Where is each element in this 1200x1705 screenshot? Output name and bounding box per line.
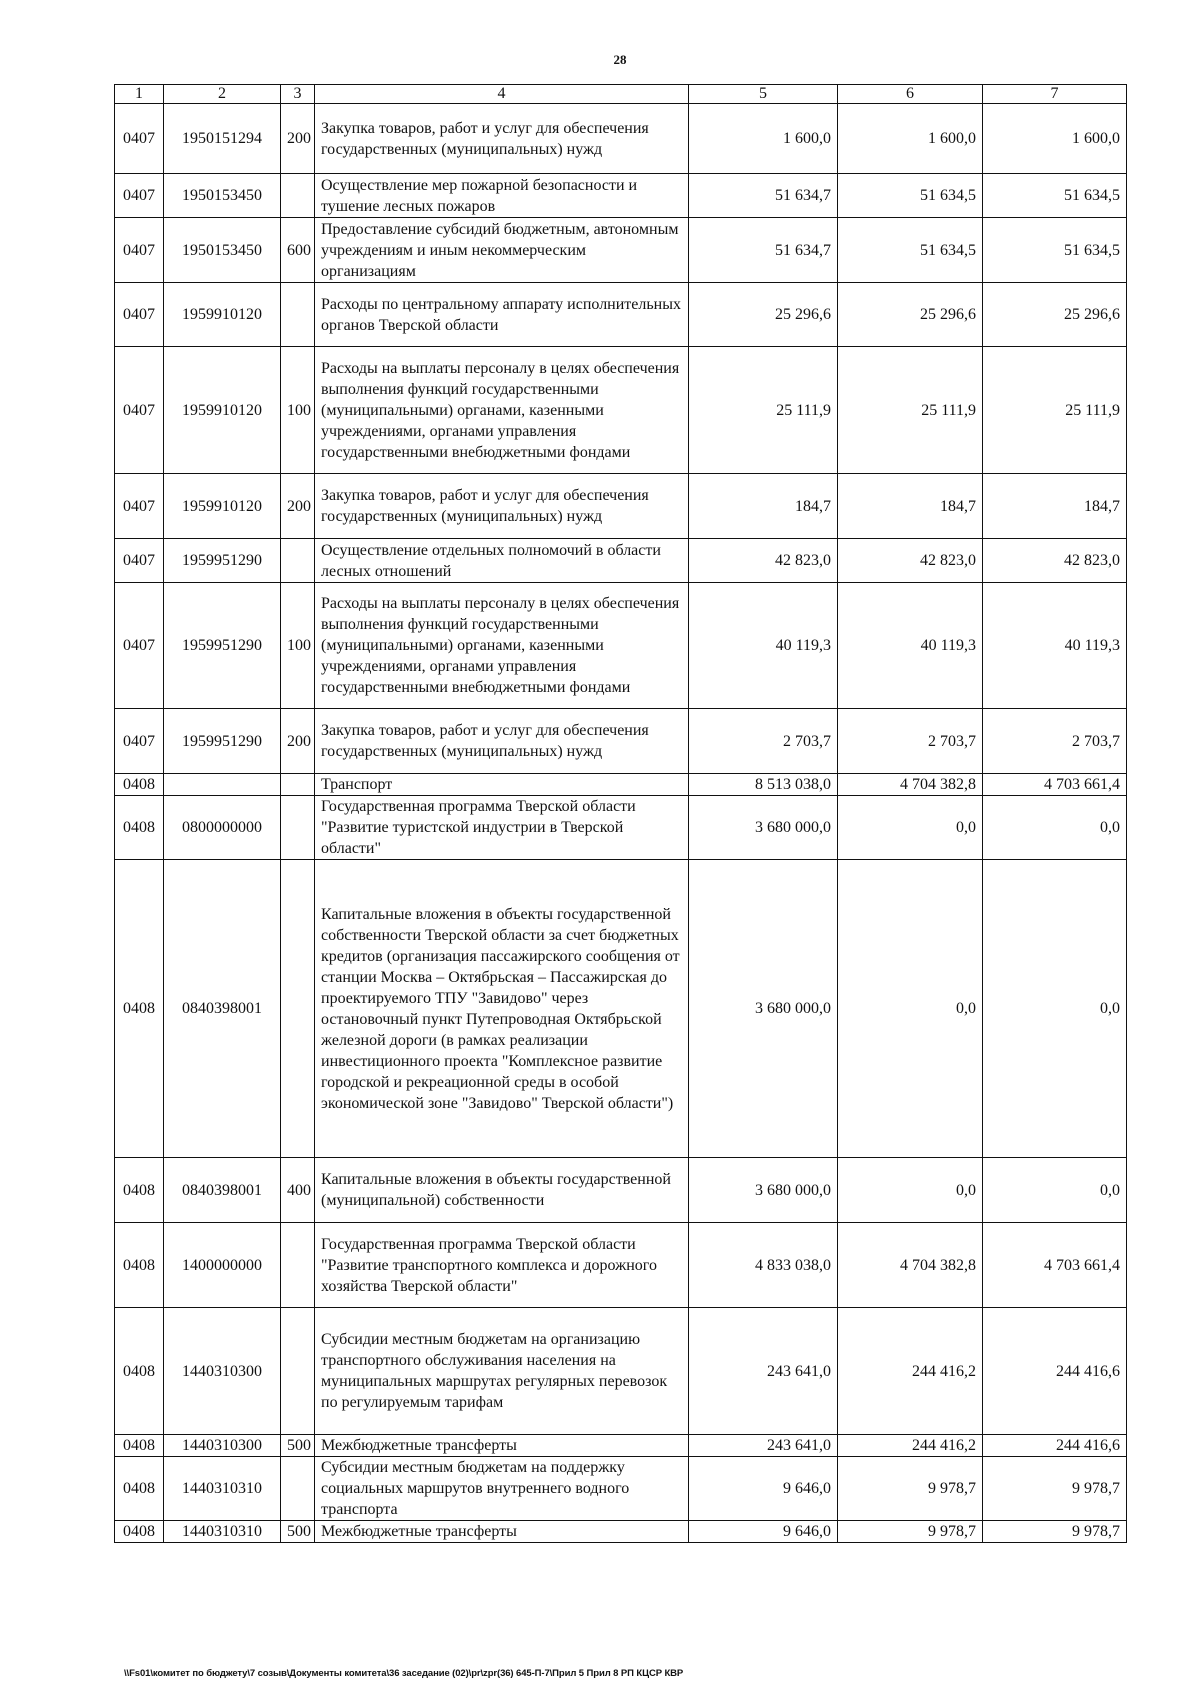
target-article-cell: 1959951290 — [164, 583, 281, 709]
amount-col6-cell: 1 600,0 — [838, 104, 983, 174]
expense-type-cell: 100 — [281, 583, 315, 709]
amount-col7-cell: 0,0 — [983, 1158, 1127, 1223]
expense-type-cell — [281, 1457, 315, 1521]
amount-col7-cell: 0,0 — [983, 860, 1127, 1158]
section-code-cell: 0407 — [115, 218, 164, 283]
target-article-cell: 1950151294 — [164, 104, 281, 174]
section-code-cell: 0407 — [115, 347, 164, 474]
amount-col5-cell: 2 703,7 — [689, 709, 838, 774]
amount-col6-cell: 184,7 — [838, 474, 983, 539]
table-row — [115, 796, 1127, 860]
amount-col7-cell: 184,7 — [983, 474, 1127, 539]
col-header-5: 5 — [689, 85, 838, 104]
expense-type-cell — [281, 1308, 315, 1435]
expense-type-cell: 100 — [281, 347, 315, 474]
section-code-cell: 0408 — [115, 860, 164, 1158]
amount-col7-cell: 42 823,0 — [983, 539, 1127, 583]
target-article-cell: 0800000000 — [164, 796, 281, 860]
table-row — [115, 347, 1127, 474]
expense-type-cell: 600 — [281, 218, 315, 283]
amount-col6-cell: 244 416,2 — [838, 1308, 983, 1435]
table-row — [115, 1521, 1127, 1543]
section-code-cell: 0407 — [115, 539, 164, 583]
amount-col7-cell: 4 703 661,4 — [983, 774, 1127, 796]
section-code-cell: 0408 — [115, 1308, 164, 1435]
target-article-cell: 1959910120 — [164, 283, 281, 347]
table-row — [115, 1457, 1127, 1521]
item-name-cell: Капитальные вложения в объекты государственной собственности Тверской области за счет бюджетных кредитов (организация пассажирского сообщения от станции Москва – Октябрьская – Пассажирская до проектируемого ТПУ "Завидово" через остановочный пункт Путепроводная Октябрьской железной дороги (в рамках реализации инвестиционного проекта "Комплексное развитие городской и рекреационной среды в особой экономической зоне "Завидово" Тверской области") — [315, 860, 689, 1158]
amount-col6-cell: 40 119,3 — [838, 583, 983, 709]
item-name-cell: Расходы по центральному аппарату исполнительных органов Тверской области — [315, 283, 689, 347]
amount-col6-cell: 9 978,7 — [838, 1457, 983, 1521]
amount-col5-cell: 3 680 000,0 — [689, 796, 838, 860]
item-name-cell: Капитальные вложения в объекты государственной (муниципальной) собственности — [315, 1158, 689, 1223]
amount-col5-cell: 9 646,0 — [689, 1521, 838, 1543]
amount-col7-cell: 51 634,5 — [983, 218, 1127, 283]
item-name-cell: Государственная программа Тверской области "Развитие туристской индустрии в Тверской области" — [315, 796, 689, 860]
amount-col5-cell: 42 823,0 — [689, 539, 838, 583]
amount-col7-cell: 2 703,7 — [983, 709, 1127, 774]
section-code-cell: 0408 — [115, 774, 164, 796]
amount-col5-cell: 1 600,0 — [689, 104, 838, 174]
col-header-7: 7 — [983, 85, 1127, 104]
item-name-cell: Государственная программа Тверской области "Развитие транспортного комплекса и дорожного хозяйства Тверской области" — [315, 1223, 689, 1308]
section-code-cell: 0407 — [115, 283, 164, 347]
amount-col6-cell: 2 703,7 — [838, 709, 983, 774]
col-header-6: 6 — [838, 85, 983, 104]
target-article-cell: 0840398001 — [164, 1158, 281, 1223]
amount-col6-cell: 244 416,2 — [838, 1435, 983, 1457]
amount-col7-cell: 244 416,6 — [983, 1308, 1127, 1435]
col-header-3: 3 — [281, 85, 315, 104]
amount-col6-cell: 4 704 382,8 — [838, 774, 983, 796]
expense-type-cell: 200 — [281, 709, 315, 774]
target-article-cell: 1440310300 — [164, 1308, 281, 1435]
table-row — [115, 218, 1127, 283]
header-row — [115, 85, 1127, 104]
file-path-footer: \\Fs01\комитет по бюджету\7 созыв\Документы комитета\36 заседание (02)\pr\zpr(36) 645-П-7\Прил 5 Прил 8 РП КЦСР КВР — [124, 1668, 684, 1679]
section-code-cell: 0408 — [115, 1158, 164, 1223]
target-article-cell: 0840398001 — [164, 860, 281, 1158]
expense-type-cell: 500 — [281, 1521, 315, 1543]
amount-col7-cell: 40 119,3 — [983, 583, 1127, 709]
item-name-cell: Расходы на выплаты персоналу в целях обеспечения выполнения функций государственными (муниципальными) органами, казенными учреждениями, органами управления государственными внебюджетными фондами — [315, 583, 689, 709]
table-row — [115, 774, 1127, 796]
section-code-cell: 0408 — [115, 796, 164, 860]
target-article-cell: 1400000000 — [164, 1223, 281, 1308]
budget-table — [114, 84, 1127, 1543]
amount-col7-cell: 9 978,7 — [983, 1457, 1127, 1521]
expense-type-cell — [281, 796, 315, 860]
amount-col5-cell: 4 833 038,0 — [689, 1223, 838, 1308]
table-row — [115, 1223, 1127, 1308]
amount-col6-cell: 0,0 — [838, 860, 983, 1158]
amount-col5-cell: 8 513 038,0 — [689, 774, 838, 796]
item-name-cell: Закупка товаров, работ и услуг для обеспечения государственных (муниципальных) нужд — [315, 104, 689, 174]
item-name-cell: Межбюджетные трансферты — [315, 1435, 689, 1457]
section-code-cell: 0407 — [115, 174, 164, 218]
table-row — [115, 1435, 1127, 1457]
amount-col7-cell: 25 111,9 — [983, 347, 1127, 474]
expense-type-cell: 400 — [281, 1158, 315, 1223]
item-name-cell: Субсидии местным бюджетам на организацию транспортного обслуживания населения на муниципальных маршрутах регулярных перевозок по регулируемым тарифам — [315, 1308, 689, 1435]
section-code-cell: 0407 — [115, 474, 164, 539]
expense-type-cell — [281, 174, 315, 218]
expense-type-cell — [281, 774, 315, 796]
section-code-cell: 0407 — [115, 583, 164, 709]
amount-col6-cell: 42 823,0 — [838, 539, 983, 583]
amount-col6-cell: 25 111,9 — [838, 347, 983, 474]
amount-col5-cell: 184,7 — [689, 474, 838, 539]
table-row — [115, 174, 1127, 218]
target-article-cell: 1440310300 — [164, 1435, 281, 1457]
amount-col7-cell: 244 416,6 — [983, 1435, 1127, 1457]
table-row — [115, 709, 1127, 774]
table-row — [115, 583, 1127, 709]
amount-col7-cell: 9 978,7 — [983, 1521, 1127, 1543]
item-name-cell: Расходы на выплаты персоналу в целях обеспечения выполнения функций государственными (муниципальными) органами, казенными учреждениями, органами управления государственными внебюджетными фондами — [315, 347, 689, 474]
amount-col6-cell: 51 634,5 — [838, 174, 983, 218]
section-code-cell: 0408 — [115, 1435, 164, 1457]
amount-col7-cell: 1 600,0 — [983, 104, 1127, 174]
amount-col6-cell: 0,0 — [838, 1158, 983, 1223]
target-article-cell: 1440310310 — [164, 1457, 281, 1521]
amount-col7-cell: 4 703 661,4 — [983, 1223, 1127, 1308]
table-row — [115, 474, 1127, 539]
expense-type-cell — [281, 283, 315, 347]
target-article-cell — [164, 774, 281, 796]
section-code-cell: 0408 — [115, 1223, 164, 1308]
item-name-cell: Субсидии местным бюджетам на поддержку социальных маршрутов внутреннего водного транспорта — [315, 1457, 689, 1521]
target-article-cell: 1959951290 — [164, 539, 281, 583]
amount-col5-cell: 25 296,6 — [689, 283, 838, 347]
table-row — [115, 539, 1127, 583]
section-code-cell: 0408 — [115, 1457, 164, 1521]
item-name-cell: Межбюджетные трансферты — [315, 1521, 689, 1543]
target-article-cell: 1950153450 — [164, 218, 281, 283]
amount-col6-cell: 9 978,7 — [838, 1521, 983, 1543]
amount-col7-cell: 51 634,5 — [983, 174, 1127, 218]
amount-col6-cell: 0,0 — [838, 796, 983, 860]
item-name-cell: Предоставление субсидий бюджетным, автономным учреждениям и иным некоммерческим организациям — [315, 218, 689, 283]
amount-col5-cell: 51 634,7 — [689, 174, 838, 218]
item-name-cell: Закупка товаров, работ и услуг для обеспечения государственных (муниципальных) нужд — [315, 709, 689, 774]
amount-col7-cell: 25 296,6 — [983, 283, 1127, 347]
amount-col5-cell: 25 111,9 — [689, 347, 838, 474]
target-article-cell: 1440310310 — [164, 1521, 281, 1543]
section-code-cell: 0408 — [115, 1521, 164, 1543]
amount-col7-cell: 0,0 — [983, 796, 1127, 860]
table-row — [115, 1158, 1127, 1223]
amount-col5-cell: 40 119,3 — [689, 583, 838, 709]
amount-col5-cell: 9 646,0 — [689, 1457, 838, 1521]
expense-type-cell: 500 — [281, 1435, 315, 1457]
expense-type-cell — [281, 1223, 315, 1308]
table-row — [115, 104, 1127, 174]
expense-type-cell — [281, 860, 315, 1158]
amount-col5-cell: 3 680 000,0 — [689, 860, 838, 1158]
page-number: 28 — [613, 52, 627, 67]
item-name-cell: Осуществление мер пожарной безопасности и тушение лесных пожаров — [315, 174, 689, 218]
amount-col5-cell: 3 680 000,0 — [689, 1158, 838, 1223]
table-row — [115, 1308, 1127, 1435]
col-header-2: 2 — [164, 85, 281, 104]
col-header-1: 1 — [115, 85, 164, 104]
item-name-cell: Закупка товаров, работ и услуг для обеспечения государственных (муниципальных) нужд — [315, 474, 689, 539]
item-name-cell: Транспорт — [315, 774, 689, 796]
amount-col6-cell: 51 634,5 — [838, 218, 983, 283]
item-name-cell: Осуществление отдельных полномочий в области лесных отношений — [315, 539, 689, 583]
amount-col6-cell: 4 704 382,8 — [838, 1223, 983, 1308]
amount-col5-cell: 243 641,0 — [689, 1308, 838, 1435]
target-article-cell: 1950153450 — [164, 174, 281, 218]
amount-col5-cell: 51 634,7 — [689, 218, 838, 283]
section-code-cell: 0407 — [115, 709, 164, 774]
target-article-cell: 1959951290 — [164, 709, 281, 774]
col-header-4: 4 — [315, 85, 689, 104]
expense-type-cell — [281, 539, 315, 583]
table-row — [115, 860, 1127, 1158]
target-article-cell: 1959910120 — [164, 474, 281, 539]
amount-col6-cell: 25 296,6 — [838, 283, 983, 347]
section-code-cell: 0407 — [115, 104, 164, 174]
table-row — [115, 283, 1127, 347]
expense-type-cell: 200 — [281, 104, 315, 174]
amount-col5-cell: 243 641,0 — [689, 1435, 838, 1457]
target-article-cell: 1959910120 — [164, 347, 281, 474]
expense-type-cell: 200 — [281, 474, 315, 539]
